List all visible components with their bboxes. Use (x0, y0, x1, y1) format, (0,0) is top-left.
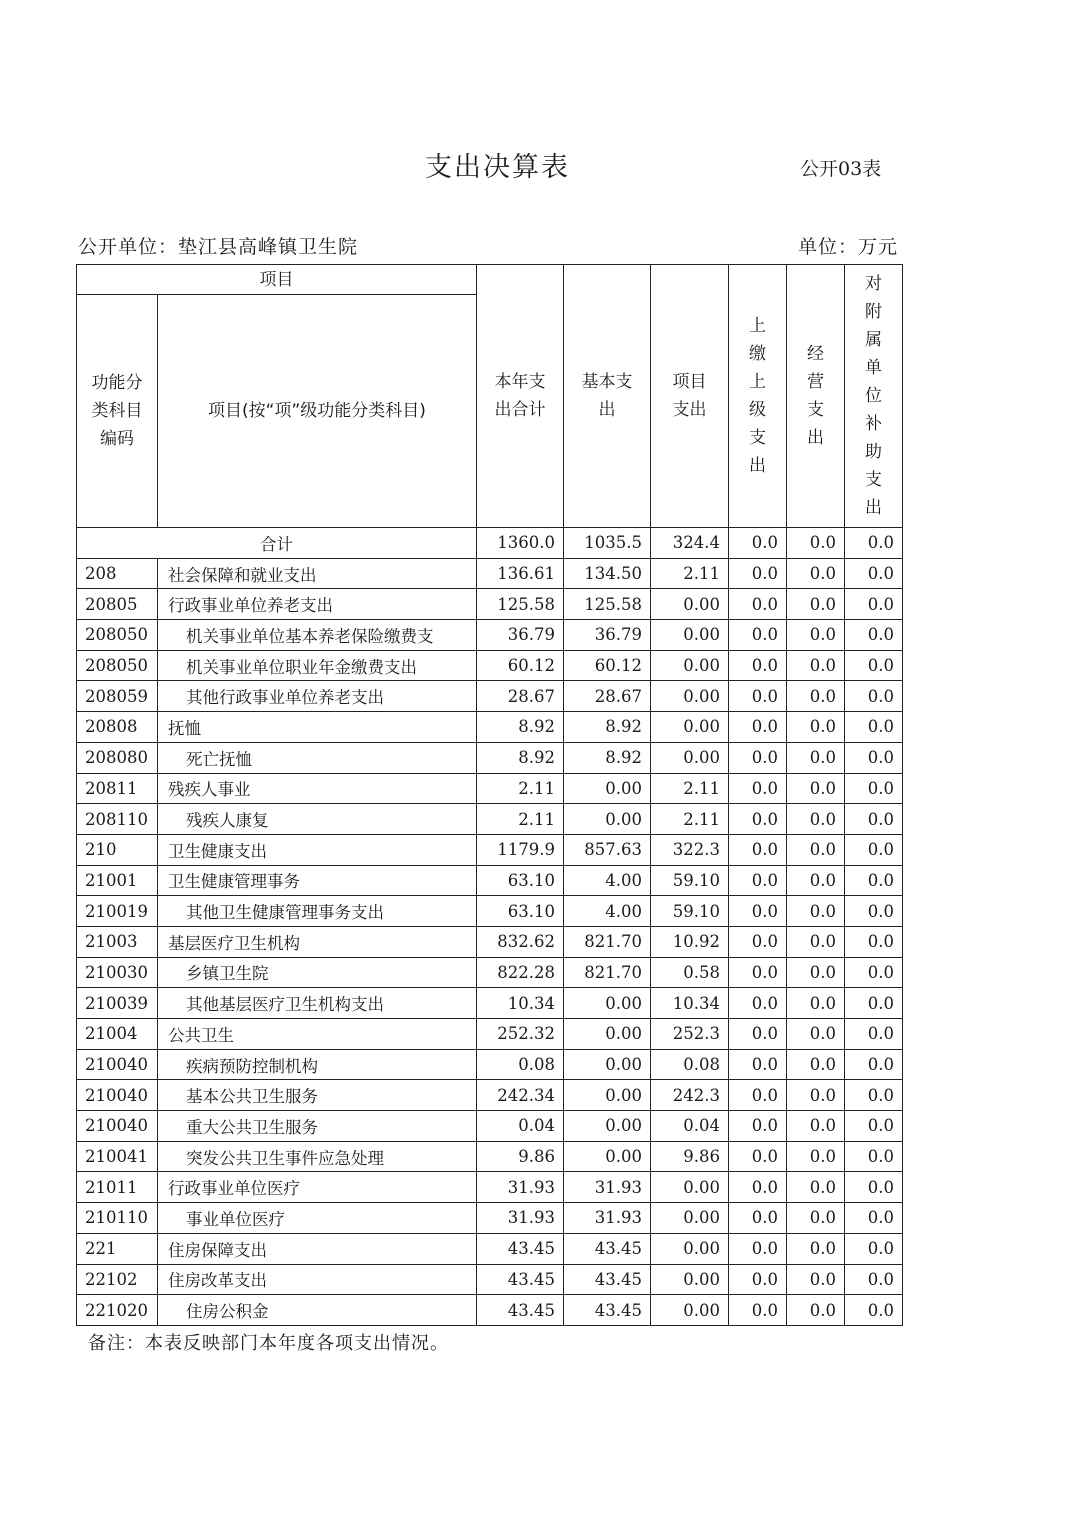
row-value: 0.0 (787, 1295, 845, 1326)
row-value: 136.61 (477, 558, 564, 589)
row-name: 残疾人事业 (158, 773, 477, 804)
row-code: 21001 (77, 865, 158, 896)
row-value: 0.0 (787, 589, 845, 620)
row-name: 住房公积金 (158, 1295, 477, 1326)
row-name: 基本公共卫生服务 (158, 1080, 477, 1111)
row-value: 0.00 (651, 1295, 729, 1326)
row-code: 21003 (77, 926, 158, 957)
total-value: 0.0 (729, 528, 787, 559)
header-project: 项目支出 (651, 265, 729, 528)
total-value: 324.4 (651, 528, 729, 559)
row-value: 4.00 (564, 896, 651, 927)
row-value: 43.45 (564, 1295, 651, 1326)
row-value: 0.0 (729, 589, 787, 620)
table-row (77, 1295, 903, 1326)
row-value: 0.0 (787, 957, 845, 988)
expenditure-table (76, 264, 903, 1326)
row-name: 事业单位医疗 (158, 1203, 477, 1234)
row-value: 0.0 (787, 712, 845, 743)
row-value: 2.11 (651, 558, 729, 589)
total-value: 0.0 (787, 528, 845, 559)
row-value: 2.11 (651, 773, 729, 804)
row-value: 0.00 (564, 1019, 651, 1050)
row-value: 0.0 (845, 834, 903, 865)
row-value: 10.92 (651, 926, 729, 957)
row-value: 0.0 (729, 1080, 787, 1111)
row-value: 43.45 (477, 1264, 564, 1295)
row-code: 208050 (77, 650, 158, 681)
row-name: 基层医疗卫生机构 (158, 926, 477, 957)
row-code: 208 (77, 558, 158, 589)
row-value: 4.00 (564, 865, 651, 896)
row-value: 0.0 (787, 896, 845, 927)
row-value: 0.0 (845, 558, 903, 589)
row-value: 0.0 (729, 712, 787, 743)
row-value: 0.0 (729, 1019, 787, 1050)
row-value: 322.3 (651, 834, 729, 865)
row-value: 0.0 (729, 1264, 787, 1295)
row-code: 210110 (77, 1203, 158, 1234)
header-name: 项目(按“项”级功能分类科目) (158, 295, 477, 528)
row-value: 0.0 (729, 1233, 787, 1264)
row-value: 0.0 (845, 865, 903, 896)
table-row (77, 558, 903, 589)
row-value: 31.93 (477, 1172, 564, 1203)
row-value: 0.0 (845, 681, 903, 712)
row-value: 0.0 (845, 620, 903, 651)
row-value: 0.0 (787, 926, 845, 957)
row-value: 0.00 (651, 620, 729, 651)
row-value: 0.0 (787, 1203, 845, 1234)
row-value: 63.10 (477, 865, 564, 896)
row-value: 1179.9 (477, 834, 564, 865)
row-code: 21011 (77, 1172, 158, 1203)
row-name: 公共卫生 (158, 1019, 477, 1050)
row-value: 0.0 (729, 681, 787, 712)
header-upper: 上缴上级支出 (729, 265, 787, 528)
row-code: 210019 (77, 896, 158, 927)
row-value: 0.00 (651, 1233, 729, 1264)
row-value: 0.00 (651, 1172, 729, 1203)
reporting-unit: 公开单位：垫江县高峰镇卫生院 (78, 236, 359, 258)
row-value: 0.00 (564, 1049, 651, 1080)
row-value: 832.62 (477, 926, 564, 957)
table-row (77, 773, 903, 804)
total-value: 1360.0 (477, 528, 564, 559)
table-row (77, 589, 903, 620)
row-value: 0.0 (845, 1019, 903, 1050)
row-value: 0.0 (787, 558, 845, 589)
row-value: 0.00 (564, 773, 651, 804)
row-value: 0.0 (787, 1141, 845, 1172)
table-row (77, 926, 903, 957)
row-value: 0.0 (787, 804, 845, 835)
row-name: 乡镇卫生院 (158, 957, 477, 988)
row-value: 0.0 (729, 1295, 787, 1326)
row-code: 210030 (77, 957, 158, 988)
row-name: 行政事业单位医疗 (158, 1172, 477, 1203)
row-code: 21004 (77, 1019, 158, 1050)
row-value: 0.0 (845, 1049, 903, 1080)
row-value: 2.11 (651, 804, 729, 835)
row-code: 208059 (77, 681, 158, 712)
footnote: 备注：本表反映部门本年度各项支出情况。 (88, 1333, 449, 1354)
row-value: 0.0 (787, 1111, 845, 1142)
row-code: 210040 (77, 1111, 158, 1142)
row-code: 208050 (77, 620, 158, 651)
row-code: 221020 (77, 1295, 158, 1326)
row-value: 0.0 (729, 620, 787, 651)
row-value: 0.00 (651, 1264, 729, 1295)
header-subsidy: 对附属单位补助支出 (845, 265, 903, 528)
row-name: 机关事业单位基本养老保险缴费支 (158, 620, 477, 651)
table-row (77, 620, 903, 651)
row-name: 行政事业单位养老支出 (158, 589, 477, 620)
row-value: 125.58 (564, 589, 651, 620)
header-code: 功能分类科目编码 (77, 295, 158, 528)
row-value: 0.00 (564, 1111, 651, 1142)
row-value: 0.00 (564, 1080, 651, 1111)
row-name: 其他行政事业单位养老支出 (158, 681, 477, 712)
row-value: 0.0 (845, 804, 903, 835)
row-value: 0.00 (651, 1203, 729, 1234)
row-value: 857.63 (564, 834, 651, 865)
row-value: 242.3 (651, 1080, 729, 1111)
row-value: 0.0 (729, 1203, 787, 1234)
row-value: 252.3 (651, 1019, 729, 1050)
table-row (77, 1141, 903, 1172)
row-value: 43.45 (477, 1295, 564, 1326)
row-name: 残疾人康复 (158, 804, 477, 835)
row-value: 0.0 (729, 742, 787, 773)
row-name: 突发公共卫生事件应急处理 (158, 1141, 477, 1172)
row-name: 其他卫生健康管理事务支出 (158, 896, 477, 927)
row-value: 0.0 (845, 650, 903, 681)
row-code: 20811 (77, 773, 158, 804)
row-value: 0.0 (729, 896, 787, 927)
row-code: 20805 (77, 589, 158, 620)
row-value: 59.10 (651, 865, 729, 896)
row-value: 2.11 (477, 804, 564, 835)
row-value: 0.0 (787, 1080, 845, 1111)
row-value: 0.00 (564, 1141, 651, 1172)
header-basic: 基本支出 (564, 265, 651, 528)
row-name: 卫生健康管理事务 (158, 865, 477, 896)
row-value: 0.0 (787, 620, 845, 651)
table-body (77, 528, 903, 1326)
row-value: 0.0 (729, 834, 787, 865)
row-name: 死亡抚恤 (158, 742, 477, 773)
row-name: 卫生健康支出 (158, 834, 477, 865)
table-row (77, 834, 903, 865)
row-value: 0.0 (845, 988, 903, 1019)
row-value: 59.10 (651, 896, 729, 927)
row-value: 0.0 (729, 773, 787, 804)
row-value: 0.0 (729, 1141, 787, 1172)
row-value: 0.0 (845, 1295, 903, 1326)
header-business: 经营支出 (787, 265, 845, 528)
table-row (77, 1264, 903, 1295)
row-code: 22102 (77, 1264, 158, 1295)
row-value: 0.0 (845, 1233, 903, 1264)
row-value: 0.0 (845, 1080, 903, 1111)
table-row (77, 988, 903, 1019)
row-value: 8.92 (477, 712, 564, 743)
row-value: 0.0 (845, 1264, 903, 1295)
total-label: 合计 (77, 528, 477, 559)
row-value: 0.0 (787, 1264, 845, 1295)
row-value: 0.0 (845, 1141, 903, 1172)
table-row (77, 1019, 903, 1050)
table-row (77, 650, 903, 681)
row-code: 210 (77, 834, 158, 865)
row-value: 31.93 (477, 1203, 564, 1234)
row-value: 125.58 (477, 589, 564, 620)
currency-unit: 单位：万元 (798, 236, 899, 258)
row-value: 0.0 (845, 1203, 903, 1234)
row-name: 疾病预防控制机构 (158, 1049, 477, 1080)
row-value: 0.00 (651, 681, 729, 712)
table-row (77, 957, 903, 988)
row-value: 0.0 (845, 712, 903, 743)
table-row (77, 804, 903, 835)
table-row (77, 1203, 903, 1234)
table-code: 公开03表 (800, 158, 882, 180)
row-value: 0.08 (651, 1049, 729, 1080)
row-code: 221 (77, 1233, 158, 1264)
row-value: 43.45 (477, 1233, 564, 1264)
row-value: 0.0 (787, 988, 845, 1019)
row-value: 134.50 (564, 558, 651, 589)
row-value: 0.0 (845, 1111, 903, 1142)
row-value: 0.0 (845, 1172, 903, 1203)
row-value: 8.92 (564, 742, 651, 773)
row-name: 重大公共卫生服务 (158, 1111, 477, 1142)
table-row (77, 1111, 903, 1142)
row-value: 0.00 (651, 589, 729, 620)
row-value: 821.70 (564, 957, 651, 988)
row-code: 210040 (77, 1049, 158, 1080)
row-value: 0.0 (787, 1019, 845, 1050)
row-value: 0.0 (845, 742, 903, 773)
row-value: 0.0 (729, 865, 787, 896)
row-value: 0.00 (564, 988, 651, 1019)
row-code: 208080 (77, 742, 158, 773)
row-value: 0.0 (787, 773, 845, 804)
row-value: 0.0 (845, 896, 903, 927)
row-value: 0.04 (651, 1111, 729, 1142)
row-name: 抚恤 (158, 712, 477, 743)
row-value: 31.93 (564, 1172, 651, 1203)
row-value: 28.67 (564, 681, 651, 712)
table-row (77, 865, 903, 896)
row-value: 0.0 (729, 1111, 787, 1142)
row-value: 31.93 (564, 1203, 651, 1234)
row-value: 0.0 (729, 1172, 787, 1203)
row-name: 机关事业单位职业年金缴费支出 (158, 650, 477, 681)
header-total: 本年支出合计 (477, 265, 564, 528)
row-code: 20808 (77, 712, 158, 743)
row-value: 822.28 (477, 957, 564, 988)
row-value: 0.0 (787, 681, 845, 712)
row-value: 0.0 (729, 650, 787, 681)
row-value: 0.0 (787, 650, 845, 681)
row-value: 0.00 (564, 804, 651, 835)
table-row (77, 1233, 903, 1264)
row-name: 其他基层医疗卫生机构支出 (158, 988, 477, 1019)
row-value: 43.45 (564, 1264, 651, 1295)
table-row (77, 1049, 903, 1080)
row-value: 0.0 (787, 865, 845, 896)
row-value: 0.0 (729, 804, 787, 835)
row-value: 60.12 (564, 650, 651, 681)
row-value: 0.0 (787, 1233, 845, 1264)
row-value: 0.0 (729, 957, 787, 988)
row-value: 0.0 (787, 742, 845, 773)
row-value: 0.0 (787, 834, 845, 865)
row-value: 28.67 (477, 681, 564, 712)
table-row (77, 896, 903, 927)
row-value: 36.79 (564, 620, 651, 651)
row-value: 60.12 (477, 650, 564, 681)
row-value: 10.34 (477, 988, 564, 1019)
row-value: 242.34 (477, 1080, 564, 1111)
table-row (77, 1080, 903, 1111)
row-value: 8.92 (564, 712, 651, 743)
row-value: 0.0 (845, 926, 903, 957)
row-value: 0.0 (729, 926, 787, 957)
row-value: 63.10 (477, 896, 564, 927)
row-value: 0.00 (651, 742, 729, 773)
total-row (77, 528, 903, 559)
row-value: 0.0 (729, 558, 787, 589)
row-value: 8.92 (477, 742, 564, 773)
row-code: 210040 (77, 1080, 158, 1111)
row-value: 9.86 (651, 1141, 729, 1172)
row-value: 43.45 (564, 1233, 651, 1264)
row-code: 208110 (77, 804, 158, 835)
header-item-group: 项目 (77, 265, 477, 295)
row-value: 0.58 (651, 957, 729, 988)
row-name: 社会保障和就业支出 (158, 558, 477, 589)
row-value: 821.70 (564, 926, 651, 957)
row-name: 住房保障支出 (158, 1233, 477, 1264)
row-value: 36.79 (477, 620, 564, 651)
table-row (77, 712, 903, 743)
table-row (77, 681, 903, 712)
row-value: 0.00 (651, 650, 729, 681)
page-title: 支出决算表 (425, 152, 570, 183)
row-value: 0.0 (845, 773, 903, 804)
row-value: 0.0 (787, 1049, 845, 1080)
table-row (77, 742, 903, 773)
row-value: 0.00 (651, 712, 729, 743)
row-value: 0.0 (729, 988, 787, 1019)
row-name: 住房改革支出 (158, 1264, 477, 1295)
row-value: 0.0 (845, 957, 903, 988)
row-value: 2.11 (477, 773, 564, 804)
row-value: 0.0 (845, 589, 903, 620)
row-value: 0.04 (477, 1111, 564, 1142)
row-value: 9.86 (477, 1141, 564, 1172)
total-value: 0.0 (845, 528, 903, 559)
row-code: 210041 (77, 1141, 158, 1172)
table-row (77, 1172, 903, 1203)
row-code: 210039 (77, 988, 158, 1019)
row-value: 252.32 (477, 1019, 564, 1050)
row-value: 10.34 (651, 988, 729, 1019)
row-value: 0.0 (787, 1172, 845, 1203)
row-value: 0.08 (477, 1049, 564, 1080)
total-value: 1035.5 (564, 528, 651, 559)
row-value: 0.0 (729, 1049, 787, 1080)
